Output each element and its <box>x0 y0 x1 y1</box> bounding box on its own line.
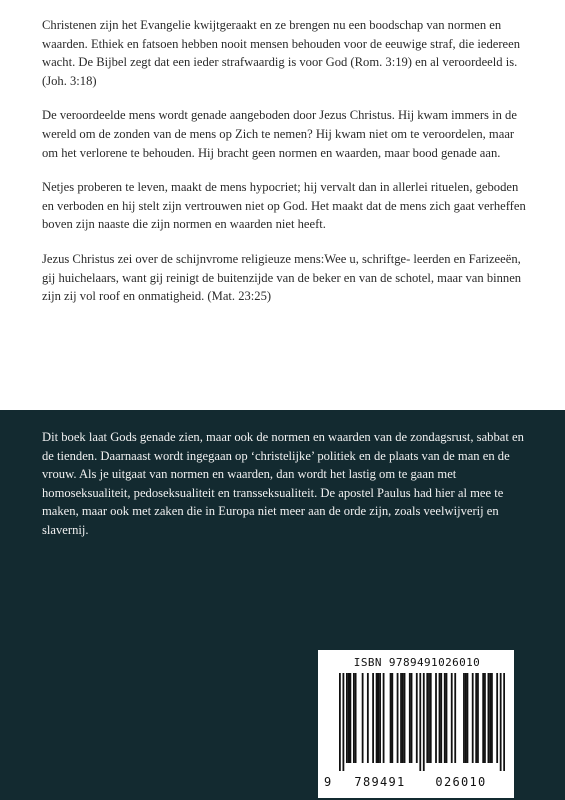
barcode-bar <box>484 673 486 763</box>
ean-left-digits: 789491 <box>354 775 406 789</box>
barcode-bar <box>377 673 379 763</box>
barcode-guard-bar <box>419 673 421 771</box>
description-paragraph: Dit boek laat Gods genade zien, maar ook de normen en waarden van de zondagsrust, sabbat en de tienden. Daarnaast wordt ingegaan op ‘christelijke’ politiek en de plaats van de man en de vrouw. Als je uitgaat van normen en waarden, dan wordt het lastig om te gaan met homoseksualiteit, pedoseksualiteit en transseksualiteit. De apostel Paulus had hier al mee te maken, maar ook met zaken die in Europa niet meer aan de orde zijn, zoals veelwijverij en slavernij. <box>42 430 524 537</box>
barcode-bar <box>475 673 477 763</box>
barcode-bar <box>430 673 432 763</box>
barcode-bar <box>489 673 491 763</box>
barcode-bar <box>404 673 406 763</box>
barcode-bar <box>367 673 369 763</box>
barcode-bar <box>349 673 351 763</box>
barcode-bar <box>390 673 392 763</box>
barcode-bar <box>402 673 404 763</box>
barcode-bar <box>435 673 437 763</box>
barcode-bar <box>477 673 479 763</box>
book-description <box>42 428 530 540</box>
barcode-bar <box>346 673 348 763</box>
isbn-label: ISBN 9789491026010 <box>353 656 481 669</box>
barcode-bar <box>491 673 493 763</box>
barcode-guard-bar <box>342 673 344 771</box>
barcode-bar <box>372 673 374 763</box>
blurb-paragraph-4: Jezus Christus zei over de schijnvrome religieuze mens:Wee u, schriftge- leerden en Farizeeën, gij huichelaars, want gij reinigt de buitenzijde van de beker en van de schotel, maar van binnen zijn zij vol roof en onmatigheid. (Mat. 23:25) <box>42 251 522 304</box>
barcode-bar <box>353 673 355 763</box>
barcode-guard-bar <box>500 673 502 771</box>
barcode-bar <box>416 673 418 763</box>
ean-first-digit: 9 <box>324 775 333 789</box>
barcode-bar <box>444 673 446 763</box>
barcode-bar <box>467 673 469 763</box>
barcode-guard-bar <box>423 673 425 771</box>
barcode-graphic <box>329 673 505 771</box>
barcode-guard-bar <box>503 673 505 771</box>
barcode-bar <box>383 673 385 763</box>
barcode-bar <box>440 673 442 763</box>
back-cover-bottom-section <box>0 410 565 800</box>
barcode-box <box>318 650 514 798</box>
barcode-bar <box>496 673 498 763</box>
ean-right-digits: 026010 <box>435 775 487 789</box>
back-cover-blurb <box>42 16 532 322</box>
barcode-bar <box>482 673 484 763</box>
barcode-guard-bar <box>339 673 341 771</box>
barcode-bar <box>411 673 413 763</box>
blurb-paragraph-1: Christenen zijn het Evangelie kwijtgeraakt en ze brengen nu een boodschap van normen en waarden. Ethiek en fatsoen hebben nooit mensen behouden voor de eeuwige straf, die iedereen wacht. De Bijbel zegt dat een ieder strafwaardig is voor God (Rom. 3:19) en al veroordeeld is. (Joh. 3:18) <box>42 18 521 88</box>
barcode-bar <box>376 673 378 763</box>
barcode-bar <box>465 673 467 763</box>
barcode-bar <box>451 673 453 763</box>
barcode-bar <box>454 673 456 763</box>
barcode-bar <box>488 673 490 763</box>
barcode-bar <box>472 673 474 763</box>
barcode-bar <box>463 673 465 763</box>
barcode-bar <box>446 673 448 763</box>
barcode-bar <box>355 673 357 763</box>
barcode-bar <box>426 673 428 763</box>
barcode-bar <box>428 673 430 763</box>
barcode-bar <box>348 673 350 763</box>
blurb-paragraph-3: Netjes proberen te leven, maakt de mens hypocriet; hij vervalt dan in allerlei rituelen, geboden en verboden en hij stelt zijn vertrouwen niet op God. Het maakt dat de mens zich gaat verheffen boven zijn naaste die zijn normen en waarden niet heeft. <box>42 180 526 232</box>
barcode-bar <box>362 673 364 763</box>
barcode-bar <box>379 673 381 763</box>
barcode-bar <box>391 673 393 763</box>
barcode-bar <box>439 673 441 763</box>
barcode-bar <box>397 673 399 763</box>
barcode-bar <box>400 673 402 763</box>
blurb-paragraph-2: De veroordeelde mens wordt genade aangeboden door Jezus Christus. Hij kwam immers in de wereld om de zonden van de mens op Zich te nemen? Hij kwam niet om te veroordelen, maar om het verlorene te behouden. Hij bracht geen normen en waarden, maar bood genade aan. <box>42 108 517 160</box>
barcode-bar <box>409 673 411 763</box>
